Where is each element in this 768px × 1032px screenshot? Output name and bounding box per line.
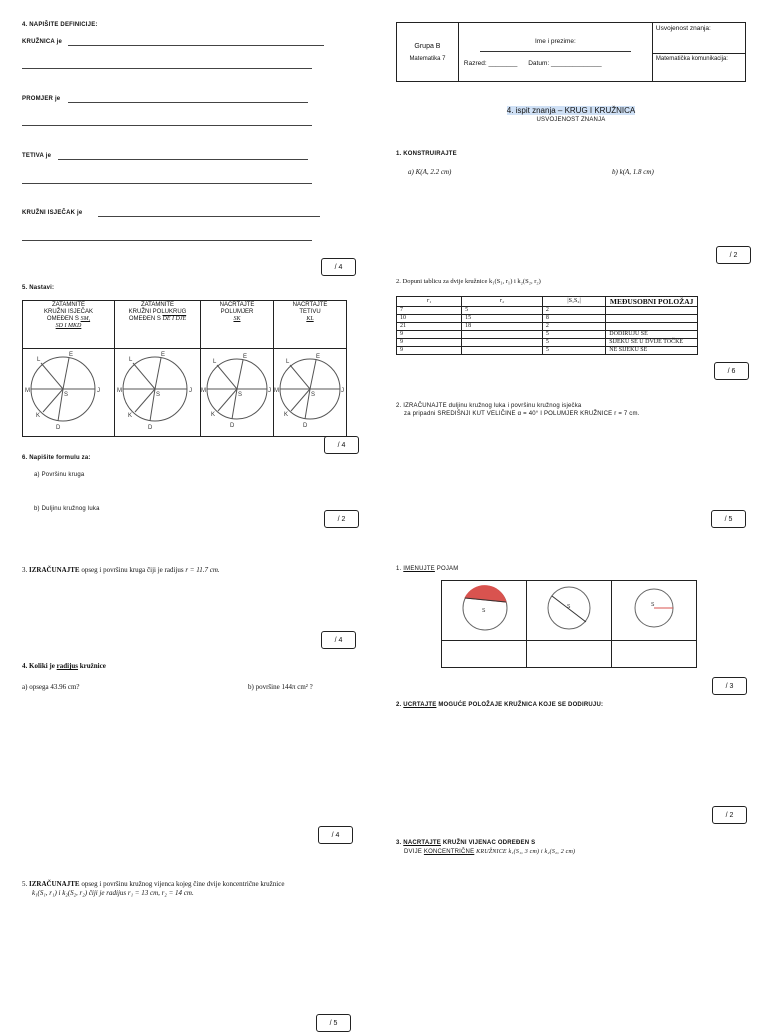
table-cell[interactable]	[606, 323, 698, 331]
table-cell: 18	[462, 323, 543, 331]
task-ring-line2: k₁(S₁, r₁) i k₂(S₂, r₂) čiji je radijus r₁ = 13 cm, r₂ = 14 cm.	[32, 889, 194, 897]
svg-text:M: M	[201, 388, 206, 394]
circle-cell-1[interactable]	[23, 349, 115, 437]
table-row	[397, 331, 698, 339]
table-row	[397, 347, 698, 355]
svg-text:J: J	[189, 388, 192, 394]
svg-text:L: L	[37, 357, 41, 363]
table-cell: 10	[397, 315, 462, 323]
construct-title: 1. KONSTRUIRAJTE	[396, 151, 457, 157]
formula-title: 6. Napišite formulu za:	[22, 455, 91, 461]
circle-cell-4[interactable]	[274, 349, 347, 437]
score-box[interactable]: / 4	[321, 631, 356, 649]
score-box[interactable]: / 2	[324, 510, 359, 528]
table-cell[interactable]	[462, 347, 543, 355]
name-cell: Ime i prezime: Razred: ________ Datum: ______________	[458, 23, 652, 82]
answer-line[interactable]	[68, 45, 324, 46]
circle-cell-2[interactable]	[115, 349, 201, 437]
col-header: MEĐUSOBNI POLOŽAJ	[606, 297, 698, 307]
circle-segment-icon	[443, 582, 525, 634]
answer-line[interactable]	[58, 159, 308, 160]
answer-line[interactable]	[22, 183, 312, 184]
score-box[interactable]: / 4	[318, 826, 353, 844]
table-cell: 5	[462, 307, 543, 315]
arc-task-line1: 2. IZRAČUNAJTE duljinu kružnog luka i površinu kružnog isječka	[396, 403, 582, 409]
svg-text:M: M	[274, 388, 279, 394]
table-row	[397, 307, 698, 315]
answer-line[interactable]	[22, 240, 312, 241]
svg-text:M: M	[117, 388, 122, 394]
positions-table	[396, 296, 698, 355]
group-cell: Grupa B Matematika 7	[397, 23, 459, 82]
table-cell: 15	[462, 315, 543, 323]
formula-item-a: a) Površinu kruga	[34, 472, 85, 478]
table-cell: 5	[542, 339, 605, 347]
concept-answer-1[interactable]	[442, 641, 527, 668]
svg-text:E: E	[161, 352, 166, 358]
table-cell: 9	[397, 331, 462, 339]
labeled-circle-icon	[274, 349, 346, 431]
svg-text:D: D	[148, 425, 153, 431]
task-header: NACRTAJTE POLUMJER SK	[201, 301, 274, 349]
positions-title: 2. Dopuni tablicu za dvije kružnice k₁(S₁, r₁) i k₂(S₂, r₂)	[396, 278, 541, 285]
table-cell: 2	[542, 323, 605, 331]
test-subtitle: USVOJENOST ZNANJA	[536, 117, 606, 123]
circle-cell-3[interactable]	[201, 349, 274, 437]
ring-draw-line2: DVIJE KONCENTRIČNE KRUŽNICE k₁(S₁, 3 cm) i k₂(S₂, 2 cm)	[404, 849, 576, 855]
svg-text:L: L	[213, 359, 217, 365]
svg-text:M: M	[25, 388, 30, 394]
table-cell: 8	[542, 315, 605, 323]
svg-text:E: E	[69, 352, 74, 358]
definition-label-kruzni-isjecak: KRUŽNI ISJEČAK je	[22, 210, 83, 216]
score-box[interactable]: / 3	[712, 677, 747, 695]
concept-answer-3[interactable]	[612, 641, 697, 668]
task-radius-a: a) opsega 43.96 cm?	[22, 683, 80, 691]
header-table	[396, 22, 746, 82]
score-box[interactable]: / 5	[316, 1014, 351, 1032]
svg-text:K: K	[284, 412, 289, 418]
task-calc-circle: 3. IZRAČUNAJTE opseg i površinu kruga čiji je radijus r = 11.7 cm.	[22, 566, 220, 574]
arc-task-line2: za pripadni SREDIŠNJI KUT VELIČINE α = 40° I POLUMJER KRUŽNICE r = 7 cm.	[404, 411, 640, 417]
task-header: NACRTAJTE TETIVU KL	[274, 301, 347, 349]
task-radius-b: b) površine 144π cm² ?	[248, 683, 313, 691]
col-header: r₂	[462, 297, 543, 307]
table-cell[interactable]	[462, 331, 543, 339]
score-box[interactable]: / 4	[324, 436, 359, 454]
table-row	[397, 315, 698, 323]
svg-text:J: J	[268, 388, 271, 394]
svg-text:D: D	[303, 423, 308, 429]
table-cell: DODIRUJU SE	[606, 331, 698, 339]
labeled-circle-icon	[115, 349, 200, 431]
concept-figure-3	[612, 581, 697, 641]
svg-text:D: D	[56, 425, 61, 431]
circle-chord-icon	[528, 582, 610, 634]
construct-b: b) k(A, 1.8 cm)	[612, 168, 654, 176]
concept-table	[441, 580, 697, 668]
definition-label-tetiva: TETIVA je	[22, 153, 52, 159]
score-box[interactable]: / 2	[712, 806, 747, 824]
concept-figure-2	[527, 581, 612, 641]
table-row	[397, 323, 698, 331]
svg-text:L: L	[286, 359, 290, 365]
formula-item-b: b) Duljinu kružnog luka	[34, 506, 100, 512]
score-box[interactable]: / 6	[714, 362, 749, 380]
svg-text:S: S	[651, 602, 655, 608]
construct-a: a) K(A, 2.2 cm)	[408, 168, 452, 176]
table-cell: 2	[542, 307, 605, 315]
ring-draw-title: 3. NACRTAJTE KRUŽNI VIJENAC ODREĐEN S	[396, 840, 536, 846]
table-cell: SIJEKU SE U DVIJE TOČKE	[606, 339, 698, 347]
labeled-circle-icon	[201, 349, 273, 431]
task-header: ZATAMNITE KRUŽNI POLUKRUG OMEĐEN S DE I DJE	[115, 301, 201, 349]
svg-text:J: J	[341, 388, 344, 394]
table-cell: NE SIJEKU SE	[606, 347, 698, 355]
svg-text:S: S	[311, 392, 316, 398]
circle-radius-icon	[613, 582, 695, 634]
definitions-title: 4. NAPIŠITE DEFINICIJE:	[22, 22, 98, 28]
svg-text:E: E	[243, 354, 248, 360]
svg-text:S: S	[156, 392, 161, 398]
definition-label-kruznica: KRUŽNICA je	[22, 39, 62, 45]
concept-answer-2[interactable]	[527, 641, 612, 668]
svg-text:S: S	[567, 604, 571, 610]
svg-text:S: S	[238, 392, 243, 398]
task-radius: 4. Koliki je radijus kružnice	[22, 662, 106, 670]
table-cell: 5	[542, 347, 605, 355]
table-cell: 9	[397, 347, 462, 355]
task-ring: 5. IZRAČUNAJTE opseg i površinu kružnog vijenca kojeg čine dvije koncentrične kružnice	[22, 880, 285, 888]
nastavi-title: 5. Nastavi:	[22, 285, 55, 291]
concept-figure-1	[442, 581, 527, 641]
shade-task-table	[22, 300, 347, 437]
table-cell: 7	[397, 307, 462, 315]
score-box[interactable]: / 2	[716, 246, 751, 264]
table-cell[interactable]	[606, 307, 698, 315]
svg-text:K: K	[128, 413, 133, 419]
col-header: |S₁S₂|	[542, 297, 605, 307]
score-box[interactable]: / 5	[711, 510, 746, 528]
labeled-circle-icon	[23, 349, 114, 431]
touching-circles-title: 2. UCRTAJTE MOGUĆE POLOŽAJE KRUŽNICA KOJE SE DODIRUJU:	[396, 702, 604, 708]
table-cell: 9	[397, 339, 462, 347]
answer-line[interactable]	[22, 68, 312, 69]
task-header: ZATAMNITE KRUŽNI ISJEČAK OMEĐEN S SM, SD I MKD	[23, 301, 115, 349]
score-box[interactable]: / 4	[321, 258, 356, 276]
table-cell: 5	[542, 331, 605, 339]
test-title: 4. ispit znanja – KRUG I KRUŽNICA	[506, 106, 636, 115]
svg-text:S: S	[482, 608, 486, 614]
svg-text:S: S	[64, 392, 69, 398]
svg-text:K: K	[211, 412, 216, 418]
table-cell: 21	[397, 323, 462, 331]
table-cell[interactable]	[462, 339, 543, 347]
definition-label-promjer: PROMJER je	[22, 96, 61, 102]
svg-text:L: L	[129, 357, 133, 363]
name-concept-title: 1. IMENUJTE POJAM	[396, 566, 459, 572]
col-header: r₁	[397, 297, 462, 307]
table-cell[interactable]	[606, 315, 698, 323]
svg-text:D: D	[230, 423, 235, 429]
table-row	[397, 339, 698, 347]
answer-line[interactable]	[22, 125, 312, 126]
svg-text:E: E	[316, 354, 321, 360]
answer-line[interactable]	[68, 102, 308, 103]
komunikacija-cell[interactable]: Matematička komunikacija:	[652, 54, 745, 82]
svg-text:J: J	[97, 388, 100, 394]
answer-line[interactable]	[98, 216, 320, 217]
usvojenost-cell[interactable]: Usvojenost znanja:	[652, 23, 745, 54]
svg-text:K: K	[36, 413, 41, 419]
